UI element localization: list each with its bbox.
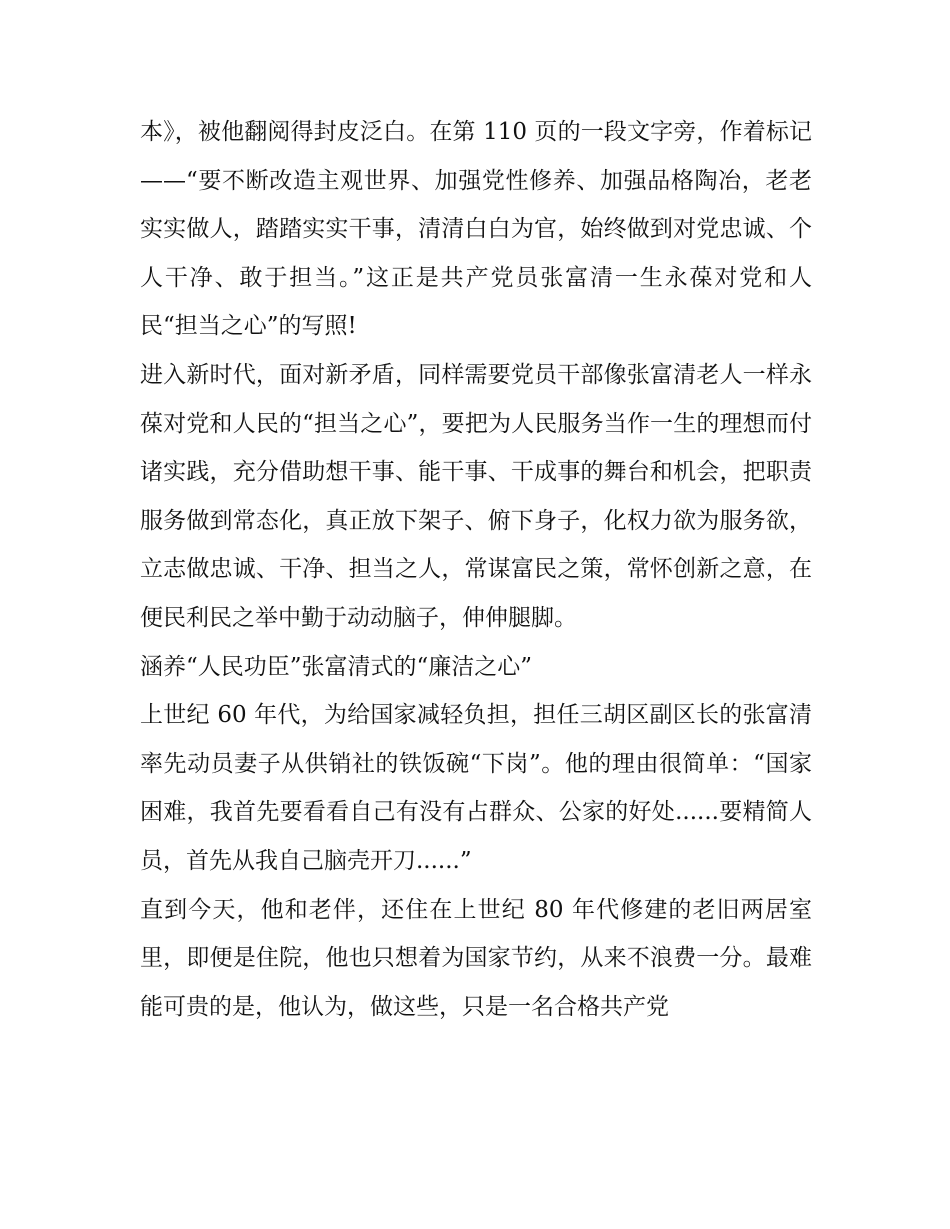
paragraph-new-era: 进入新时代，面对新矛盾，同样需要党员干部像张富清老人一样永葆对党和人民的“担当之心”，要把为人民服务当作一生的理想而付诸实践，充分借助想干事、能干事、干成事的舞台和机会，把职责服务做到常态化，真正放下架子、俯下身子，化权力欲为服务欲，立志做忠诚、干净、担当之人，常谋富民之策，常怀创新之意，在便民利民之举中勤于动动脑子，伸伸腿脚。 (140, 361, 812, 631)
document-body (140, 108, 812, 1031)
paragraph-hongbao-annotation: 本》，被他翻阅得封皮泛白。在第 110 页的一段文字旁，作着标记——“要不断改造主观世界、加强党性修养、加强品格陶冶，老老实实做人，踏踏实实干事，清清白白为官，始终做到对党忠诚、个人干净、敢于担当。”这正是共产党员张富清一生永葆对党和人民“担当之心”的写照! (140, 119, 812, 340)
section-heading-integrity: 涵养“人民功臣”张富清式的“廉洁之心” (140, 653, 533, 680)
paragraph-today: 直到今天，他和老伴，还住在上世纪 80 年代修建的老旧两居室里，即便是住院，他也只想着为国家节约，从来不浪费一分。最难能可贵的是，他认为，做这些，只是一名合格共产党 (140, 896, 812, 1020)
paragraph-1960s: 上世纪 60 年代，为给国家减轻负担，担任三胡区副区长的张富清率先动员妻子从供销社的铁饭碗“下岗”。他的理由很简单：“国家困难，我首先要看看自己有没有占群众、公家的好处......要精简人员，首先从我自己脑壳开刀......” (140, 702, 812, 874)
